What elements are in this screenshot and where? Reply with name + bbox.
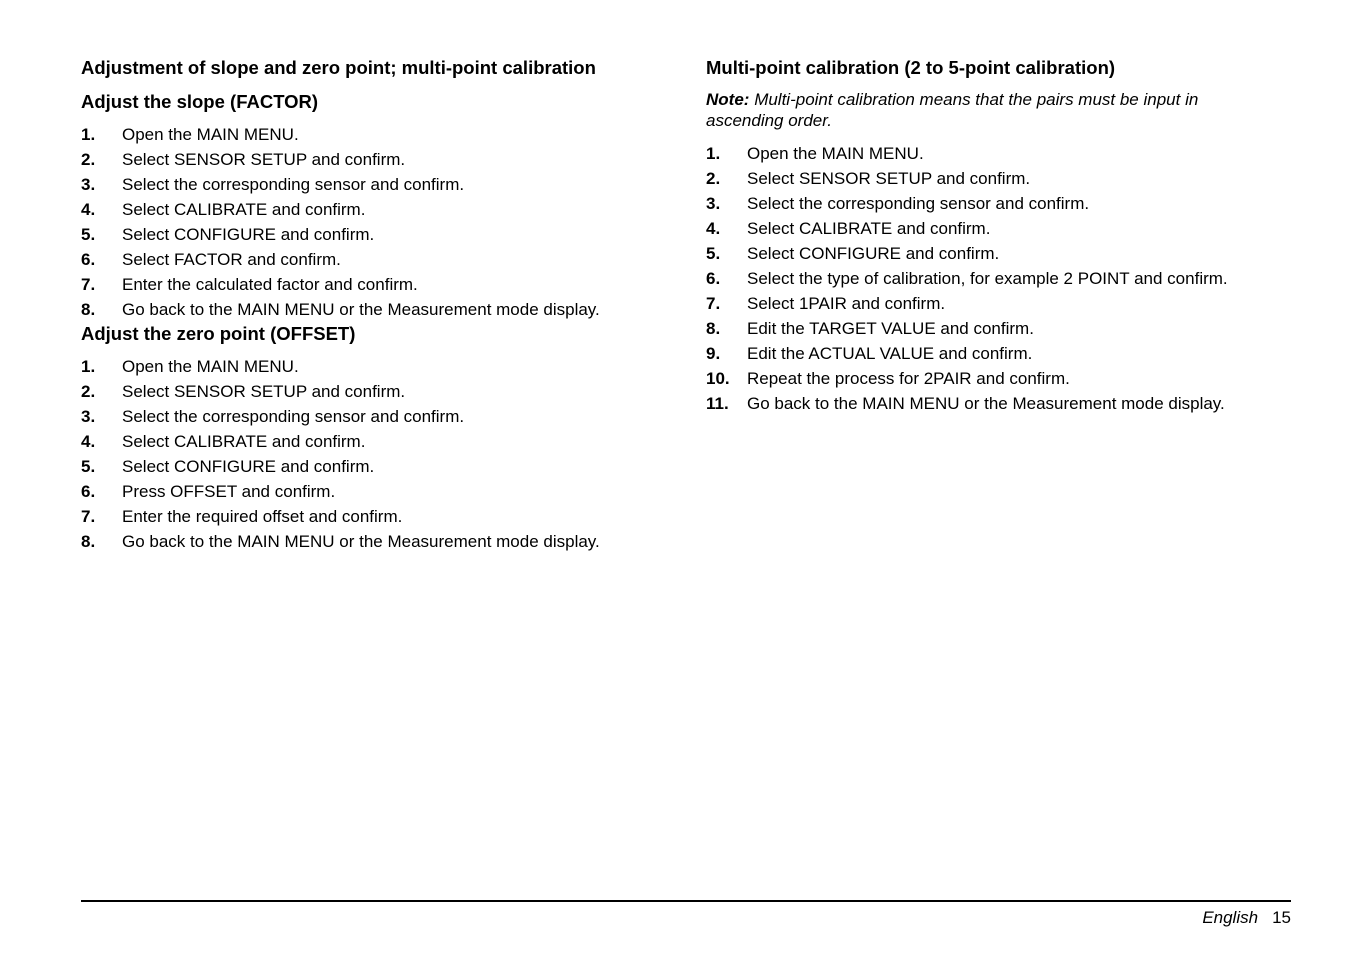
step-text: Go back to the MAIN MENU or the Measurement mode display. bbox=[122, 532, 600, 551]
list-item bbox=[81, 222, 671, 247]
step-number: 11. bbox=[706, 394, 729, 413]
list-item bbox=[81, 454, 671, 479]
step-text: Select the corresponding sensor and confirm. bbox=[747, 194, 1090, 213]
step-text: Select CALIBRATE and confirm. bbox=[122, 200, 366, 219]
step-number: 2. bbox=[81, 150, 96, 169]
list-item bbox=[81, 197, 671, 222]
step-number: 2. bbox=[81, 382, 96, 401]
step-text: Select the type of calibration, for example 2 POINT and confirm. bbox=[747, 269, 1228, 288]
step-text: Select CONFIGURE and confirm. bbox=[122, 225, 375, 244]
list-item bbox=[706, 241, 1306, 266]
list-item bbox=[706, 316, 1306, 341]
list-item bbox=[81, 404, 671, 429]
step-number: 8. bbox=[706, 319, 721, 338]
list-item bbox=[81, 297, 671, 322]
step-number: 7. bbox=[81, 507, 96, 526]
page-footer bbox=[1202, 906, 1291, 930]
note-label: Note: bbox=[706, 90, 750, 109]
footer-language: English bbox=[1202, 908, 1259, 927]
step-number: 4. bbox=[706, 219, 721, 238]
step-text: Edit the ACTUAL VALUE and confirm. bbox=[747, 344, 1033, 363]
step-number: 4. bbox=[81, 200, 96, 219]
list-item bbox=[81, 529, 671, 554]
step-number: 8. bbox=[81, 532, 96, 551]
step-number: 8. bbox=[81, 300, 96, 319]
list-item bbox=[706, 391, 1306, 416]
list-item bbox=[706, 291, 1306, 316]
list-item bbox=[81, 272, 671, 297]
step-text: Select CONFIGURE and confirm. bbox=[122, 457, 375, 476]
list-item bbox=[706, 191, 1306, 216]
list-item bbox=[81, 147, 671, 172]
step-number: 5. bbox=[81, 225, 96, 244]
step-number: 5. bbox=[706, 244, 721, 263]
step-number: 3. bbox=[81, 175, 96, 194]
list-item bbox=[81, 504, 671, 529]
step-text: Enter the required offset and confirm. bbox=[122, 507, 403, 526]
step-text: Select SENSOR SETUP and confirm. bbox=[747, 169, 1031, 188]
step-text: Select 1PAIR and confirm. bbox=[747, 294, 946, 313]
list-item bbox=[706, 341, 1306, 366]
step-number: 10. bbox=[706, 369, 730, 388]
step-number: 1. bbox=[81, 125, 96, 144]
step-text: Go back to the MAIN MENU or the Measurement mode display. bbox=[747, 394, 1225, 413]
step-text: Select CALIBRATE and confirm. bbox=[747, 219, 991, 238]
list-item bbox=[81, 172, 671, 197]
step-text: Open the MAIN MENU. bbox=[122, 125, 299, 144]
list-item bbox=[81, 479, 671, 504]
step-text: Select SENSOR SETUP and confirm. bbox=[122, 150, 406, 169]
step-text: Select FACTOR and confirm. bbox=[122, 250, 341, 269]
step-text: Open the MAIN MENU. bbox=[122, 357, 299, 376]
step-text: Enter the calculated factor and confirm. bbox=[122, 275, 418, 294]
factor-heading: Adjust the slope (FACTOR) bbox=[81, 91, 319, 112]
step-number: 3. bbox=[81, 407, 96, 426]
step-number: 9. bbox=[706, 344, 721, 363]
list-item bbox=[706, 216, 1306, 241]
step-number: 1. bbox=[706, 144, 721, 163]
step-number: 5. bbox=[81, 457, 96, 476]
step-text: Select SENSOR SETUP and confirm. bbox=[122, 382, 406, 401]
factor-steps-list bbox=[81, 122, 671, 322]
step-text: Select the corresponding sensor and confirm. bbox=[122, 175, 465, 194]
step-number: 4. bbox=[81, 432, 96, 451]
footer-divider bbox=[81, 900, 1291, 902]
step-text: Edit the TARGET VALUE and confirm. bbox=[747, 319, 1034, 338]
step-number: 3. bbox=[706, 194, 721, 213]
step-text: Go back to the MAIN MENU or the Measurement mode display. bbox=[122, 300, 600, 319]
list-item bbox=[706, 141, 1306, 166]
right-column bbox=[706, 56, 1306, 416]
step-number: 6. bbox=[81, 482, 96, 501]
list-item bbox=[706, 266, 1306, 291]
section-heading: Adjustment of slope and zero point; multi-point calibration bbox=[81, 57, 596, 78]
list-item bbox=[706, 166, 1306, 191]
step-number: 7. bbox=[706, 294, 721, 313]
list-item bbox=[81, 122, 671, 147]
step-text: Select CONFIGURE and confirm. bbox=[747, 244, 1000, 263]
step-text: Select CALIBRATE and confirm. bbox=[122, 432, 366, 451]
list-item bbox=[81, 354, 671, 379]
note-paragraph bbox=[706, 89, 1266, 131]
step-text: Open the MAIN MENU. bbox=[747, 144, 924, 163]
multipoint-steps-list bbox=[706, 141, 1306, 416]
offset-steps-list bbox=[81, 354, 671, 554]
step-text: Repeat the process for 2PAIR and confirm. bbox=[747, 369, 1070, 388]
list-item bbox=[706, 366, 1306, 391]
step-number: 6. bbox=[81, 250, 96, 269]
step-number: 2. bbox=[706, 169, 721, 188]
list-item bbox=[81, 379, 671, 404]
note-text: Multi-point calibration means that the pairs must be input in ascending order. bbox=[706, 90, 1199, 130]
step-number: 7. bbox=[81, 275, 96, 294]
step-text: Select the corresponding sensor and confirm. bbox=[122, 407, 465, 426]
list-item bbox=[81, 429, 671, 454]
step-number: 1. bbox=[81, 357, 96, 376]
step-text: Press OFFSET and confirm. bbox=[122, 482, 336, 501]
list-item bbox=[81, 247, 671, 272]
page-number: 15 bbox=[1272, 908, 1291, 927]
step-number: 6. bbox=[706, 269, 721, 288]
multipoint-heading: Multi-point calibration (2 to 5-point calibration) bbox=[706, 57, 1116, 78]
offset-heading: Adjust the zero point (OFFSET) bbox=[81, 323, 356, 344]
left-column bbox=[81, 56, 671, 554]
